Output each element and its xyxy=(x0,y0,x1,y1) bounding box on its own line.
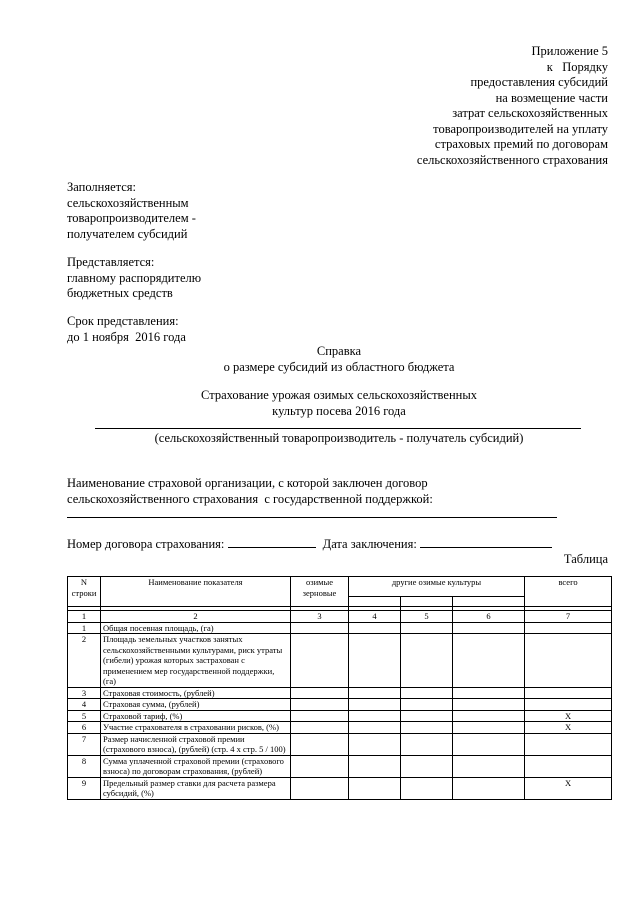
row-total: X xyxy=(525,722,612,734)
recipient-underline xyxy=(95,428,581,429)
row-total[interactable] xyxy=(525,687,612,699)
filled-by-line: сельскохозяйственным xyxy=(67,195,189,210)
recipient-caption: (сельскохозяйственный товаропроизводитель - получатель субсидий) xyxy=(154,431,524,445)
row-number: 9 xyxy=(68,777,101,799)
deadline-block xyxy=(67,314,186,345)
row-name: Страховая стоимость, (рублей) xyxy=(101,687,291,699)
column-number: 6 xyxy=(453,611,525,623)
row-number: 6 xyxy=(68,722,101,734)
value-cell[interactable] xyxy=(453,634,525,688)
filled-by-block xyxy=(67,180,196,242)
title-subtitle: о размере субсидий из областного бюджета xyxy=(223,359,455,374)
deadline-value: до 1 ноября 2016 года xyxy=(67,329,186,344)
value-cell[interactable] xyxy=(291,699,349,711)
contract-number-field xyxy=(228,536,316,548)
title-insurance xyxy=(67,388,611,419)
table-row xyxy=(68,634,612,688)
submitted-to-line: бюджетных средств xyxy=(67,286,173,300)
table-row xyxy=(68,699,612,711)
row-name: Сумма уплаченной страховой премии (страхового взноса) по договорам страхования, (рублей) xyxy=(101,755,291,777)
value-cell[interactable] xyxy=(349,733,401,755)
header-indicator: Наименование показателя xyxy=(101,577,291,607)
value-cell[interactable] xyxy=(401,755,453,777)
header-subcell xyxy=(401,597,453,607)
value-cell[interactable] xyxy=(453,733,525,755)
insurer-line1: Наименование страховой организации, с которой заключен договор xyxy=(67,476,428,490)
header-winter-grain: озимые зерновые xyxy=(291,577,349,607)
value-cell[interactable] xyxy=(349,622,401,634)
appendix-line: Приложение 5 xyxy=(531,44,608,58)
contract-number-label: Номер договора страхования: xyxy=(67,537,225,551)
appendix-line: сельскохозяйственного страхования xyxy=(416,152,608,167)
value-cell[interactable] xyxy=(291,777,349,799)
value-cell[interactable] xyxy=(453,710,525,722)
value-cell[interactable] xyxy=(291,755,349,777)
document-title xyxy=(67,344,611,375)
value-cell[interactable] xyxy=(349,634,401,688)
value-cell[interactable] xyxy=(453,755,525,777)
table-row xyxy=(68,722,612,734)
value-cell[interactable] xyxy=(453,777,525,799)
title-line2: культур посева 2016 года xyxy=(272,403,406,418)
row-name: Площадь земельных участков занятых сельскохозяйственными культурами, риск утраты (гибели) урожая которых застрахован с применением мер государственной поддержки, (га) xyxy=(101,634,291,688)
table-row xyxy=(68,777,612,799)
appendix-line: страховых премий по договорам xyxy=(434,137,608,151)
value-cell[interactable] xyxy=(453,687,525,699)
value-cell[interactable] xyxy=(291,622,349,634)
title-main: Справка xyxy=(316,344,362,358)
contract-row xyxy=(67,536,552,553)
value-cell[interactable] xyxy=(349,722,401,734)
column-numbers-row xyxy=(68,611,612,623)
filled-by-line: товаропроизводителем - xyxy=(67,211,196,225)
row-number: 8 xyxy=(68,755,101,777)
row-number: 7 xyxy=(68,733,101,755)
value-cell[interactable] xyxy=(401,777,453,799)
row-total: X xyxy=(525,710,612,722)
row-total[interactable] xyxy=(525,755,612,777)
value-cell[interactable] xyxy=(291,687,349,699)
appendix-line: на возмещение части xyxy=(495,90,608,105)
row-number: 3 xyxy=(68,687,101,699)
value-cell[interactable] xyxy=(291,634,349,688)
header-subcell xyxy=(453,597,525,607)
table-row xyxy=(68,733,612,755)
contract-date-label: Дата заключения: xyxy=(322,537,417,551)
value-cell[interactable] xyxy=(453,622,525,634)
appendix-header xyxy=(348,44,608,168)
value-cell[interactable] xyxy=(401,622,453,634)
table-row xyxy=(68,710,612,722)
row-total[interactable] xyxy=(525,622,612,634)
filled-by-line: получателем субсидий xyxy=(67,226,188,241)
insurer-line2: сельскохозяйственного страхования с государственной поддержкой: xyxy=(67,491,433,506)
table-row xyxy=(68,755,612,777)
table-row xyxy=(68,622,612,634)
row-total[interactable] xyxy=(525,634,612,688)
submitted-to-block xyxy=(67,255,201,302)
value-cell[interactable] xyxy=(401,710,453,722)
value-cell[interactable] xyxy=(349,777,401,799)
row-name: Участие страхователя в страховании рисков, (%) xyxy=(101,722,291,734)
deadline-label: Срок представления: xyxy=(67,314,179,328)
column-number: 7 xyxy=(525,611,612,623)
insurer-block xyxy=(67,476,433,507)
insurer-underline xyxy=(67,517,557,518)
row-number: 4 xyxy=(68,699,101,711)
value-cell[interactable] xyxy=(401,722,453,734)
row-name: Страховая сумма, (рублей) xyxy=(101,699,291,711)
value-cell[interactable] xyxy=(453,722,525,734)
submitted-to-label: Представляется: xyxy=(67,255,155,269)
value-cell[interactable] xyxy=(291,722,349,734)
column-number: 5 xyxy=(401,611,453,623)
table-row xyxy=(68,687,612,699)
appendix-line: товаропроизводителей на уплату xyxy=(433,121,608,136)
appendix-line: предоставления субсидий xyxy=(470,75,608,89)
column-number: 3 xyxy=(291,611,349,623)
row-name: Предельный размер ставки для расчета размера субсидий, (%) xyxy=(101,777,291,799)
row-total[interactable] xyxy=(525,699,612,711)
filled-by-label: Заполняется: xyxy=(67,180,137,194)
value-cell[interactable] xyxy=(349,687,401,699)
title-line1: Страхование урожая озимых сельскохозяйственных xyxy=(201,388,477,402)
row-number: 5 xyxy=(68,710,101,722)
row-number: 2 xyxy=(68,634,101,688)
row-name: Общая посевная площадь, (га) xyxy=(101,622,291,634)
value-cell[interactable] xyxy=(401,733,453,755)
column-number: 4 xyxy=(349,611,401,623)
value-cell[interactable] xyxy=(349,755,401,777)
value-cell[interactable] xyxy=(349,710,401,722)
appendix-line: к Порядку xyxy=(546,59,608,74)
contract-date-field xyxy=(420,536,552,548)
value-cell[interactable] xyxy=(291,710,349,722)
row-name: Страховой тариф, (%) xyxy=(101,710,291,722)
subsidy-table xyxy=(67,576,612,800)
row-name: Размер начисленной страховой премии (страхового взноса), (рублей) (стр. 4 х стр. 5 / 100) xyxy=(101,733,291,755)
header-other-crops: другие озимые культуры xyxy=(349,577,525,597)
row-total[interactable] xyxy=(525,733,612,755)
value-cell[interactable] xyxy=(401,634,453,688)
row-number: 1 xyxy=(68,622,101,634)
value-cell[interactable] xyxy=(401,687,453,699)
submitted-to-line: главному распорядителю xyxy=(67,270,202,285)
value-cell[interactable] xyxy=(401,699,453,711)
column-number: 1 xyxy=(68,611,101,623)
table-label: Таблица xyxy=(563,552,608,566)
column-number: 2 xyxy=(101,611,291,623)
value-cell[interactable] xyxy=(291,733,349,755)
value-cell[interactable] xyxy=(349,699,401,711)
header-row-number: N строки xyxy=(68,577,101,607)
row-total: X xyxy=(525,777,612,799)
header-subcell xyxy=(349,597,401,607)
appendix-line: затрат сельскохозяйственных xyxy=(452,106,608,120)
value-cell[interactable] xyxy=(453,699,525,711)
header-total: всего xyxy=(525,577,612,607)
